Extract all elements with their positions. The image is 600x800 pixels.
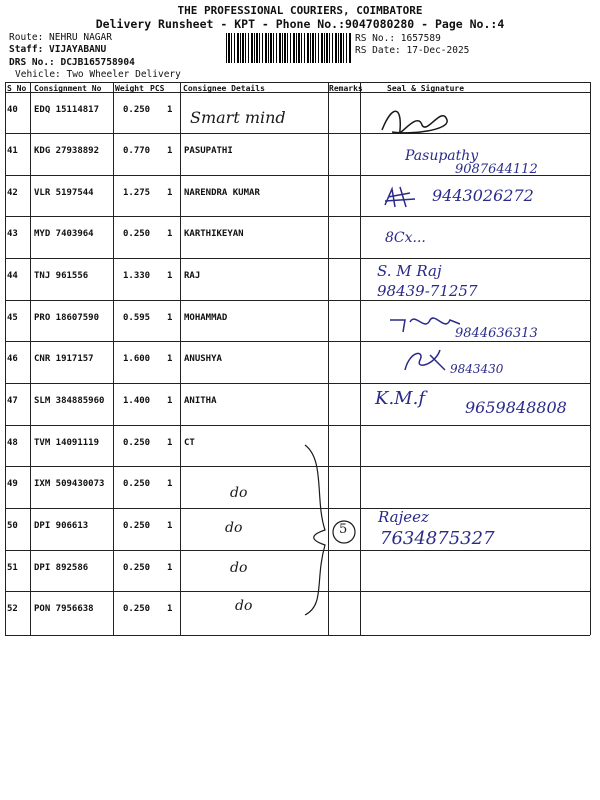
row-sno: 48 xyxy=(7,438,18,448)
col-remarks: Remarks xyxy=(329,84,363,93)
route-text: Route: NEHRU NAGAR xyxy=(9,32,112,43)
row-weight: 0.250 xyxy=(123,438,151,448)
table-row xyxy=(5,550,590,592)
handwritten-phone-45: 9844636313 xyxy=(455,326,538,341)
row-pcs: 1 xyxy=(167,188,173,198)
header-company: THE PROFESSIONAL COURIERS, COIMBATORE xyxy=(177,4,423,17)
row-consignment: CNR 1917157 xyxy=(34,354,94,364)
handwritten-phone-47: 9659848808 xyxy=(465,398,567,417)
row-consignment: MYD 7403964 xyxy=(34,229,94,239)
row-pcs: 1 xyxy=(167,229,173,239)
row-consignment: DPI 892586 xyxy=(34,563,89,573)
handwritten-phone-43: 8Cx... xyxy=(385,230,426,246)
row-consignment: IXM 509430073 xyxy=(34,479,105,489)
row-weight: 0.770 xyxy=(123,146,151,156)
handwritten-phone-46: 9843430 xyxy=(450,362,504,376)
col-sno: S No xyxy=(7,84,27,93)
table-row xyxy=(5,258,590,300)
col-consignment: Consignment No xyxy=(34,84,102,93)
handwritten-phone-41: 9087644112 xyxy=(455,162,538,177)
row-weight: 1.600 xyxy=(123,354,151,364)
row-consignment: EDQ 15114817 xyxy=(34,105,100,115)
row-consignee: MOHAMMAD xyxy=(184,313,228,323)
rs-no-text: RS No.: 1657589 xyxy=(355,33,441,44)
row-consignment: PRO 18607590 xyxy=(34,313,100,323)
row-pcs: 1 xyxy=(167,396,173,406)
signature-40 xyxy=(372,100,452,140)
row-sno: 40 xyxy=(7,105,18,115)
handwritten-signature-41: Pasupathy xyxy=(405,148,479,164)
row-weight: 0.250 xyxy=(123,479,151,489)
row-pcs: 1 xyxy=(167,604,173,614)
row-weight: 0.595 xyxy=(123,313,151,323)
handwritten-phone-44: 98439-71257 xyxy=(377,282,478,300)
row-pcs: 1 xyxy=(167,438,173,448)
table-row xyxy=(5,92,590,134)
row-pcs: 1 xyxy=(167,479,173,489)
row-weight: 1.275 xyxy=(123,188,151,198)
row-sno: 44 xyxy=(7,271,18,281)
row-sno: 42 xyxy=(7,188,18,198)
col-pcs: PCS xyxy=(150,84,165,93)
row-sno: 49 xyxy=(7,479,18,489)
handwritten-name-50: Rajeez xyxy=(378,508,429,526)
col-signature: Seal & Signature xyxy=(387,84,465,93)
row-pcs: 1 xyxy=(167,354,173,364)
ditto-mark-49: do xyxy=(230,485,248,501)
row-pcs: 1 xyxy=(167,105,173,115)
row-pcs: 1 xyxy=(167,271,173,281)
col-consignee: Consignee Details xyxy=(183,84,265,93)
row-weight: 0.250 xyxy=(123,604,151,614)
handwritten-phone-50: 7634875327 xyxy=(380,528,495,549)
vehicle-text: Vehicle: Two Wheeler Delivery xyxy=(15,69,181,80)
header-title-line: Delivery Runsheet - KPT - Phone No.:9047080280 - Page No.:4 xyxy=(95,17,505,31)
bracket-count: 5 xyxy=(339,522,348,537)
row-consignment: KDG 27938892 xyxy=(34,146,100,156)
drs-text: DRS No.: DCJB165758904 xyxy=(9,57,135,68)
row-sno: 50 xyxy=(7,521,18,531)
staff-text: Staff: VIJAYABANU xyxy=(9,44,107,55)
row-consignee: KARTHIKEYAN xyxy=(184,229,244,239)
row-pcs: 1 xyxy=(167,313,173,323)
handwritten-signature-47: K.M.f xyxy=(375,388,425,409)
row-consignee: RAJ xyxy=(184,271,201,281)
row-consignment: PON 7956638 xyxy=(34,604,94,614)
row-consignee: CT xyxy=(184,438,195,448)
table-row xyxy=(5,425,590,467)
rs-date-text: RS Date: 17-Dec-2025 xyxy=(355,45,470,56)
row-weight: 1.330 xyxy=(123,271,151,281)
signature-45 xyxy=(385,312,465,334)
table-row xyxy=(5,216,590,258)
signature-42 xyxy=(380,185,420,213)
table-row xyxy=(5,591,590,633)
handwritten-phone-42: 9443026272 xyxy=(432,186,534,205)
row-sno: 41 xyxy=(7,146,18,156)
row-weight: 0.250 xyxy=(123,105,151,115)
row-weight: 1.400 xyxy=(123,396,151,406)
handwritten-consignee-40: Smart mind xyxy=(190,108,286,127)
ditto-mark-51: do xyxy=(230,560,248,576)
row-sno: 51 xyxy=(7,563,18,573)
row-weight: 0.250 xyxy=(123,229,151,239)
row-pcs: 1 xyxy=(167,146,173,156)
row-sno: 43 xyxy=(7,229,18,239)
row-consignment: TNJ 961556 xyxy=(34,271,89,281)
signature-46 xyxy=(400,345,450,375)
row-sno: 47 xyxy=(7,396,18,406)
row-sno: 46 xyxy=(7,354,18,364)
row-consignment: VLR 5197544 xyxy=(34,188,94,198)
row-consignee: ANUSHYA xyxy=(184,354,222,364)
table-row xyxy=(5,508,590,550)
ditto-mark-50: do xyxy=(225,520,243,536)
barcode xyxy=(226,33,352,63)
handwritten-name-44: S. M Raj xyxy=(377,262,442,280)
row-weight: 0.250 xyxy=(123,563,151,573)
row-consignee: ANITHA xyxy=(184,396,217,406)
row-consignment: SLM 384885960 xyxy=(34,396,105,406)
table-row xyxy=(5,466,590,508)
row-pcs: 1 xyxy=(167,521,173,531)
row-consignment: TVM 14091119 xyxy=(34,438,100,448)
ditto-mark-52: do xyxy=(235,598,253,614)
row-consignee: NARENDRA KUMAR xyxy=(184,188,260,198)
col-weight: Weight xyxy=(115,84,144,93)
row-consignment: DPI 906613 xyxy=(34,521,89,531)
row-pcs: 1 xyxy=(167,563,173,573)
row-sno: 52 xyxy=(7,604,18,614)
row-consignee: PASUPATHI xyxy=(184,146,233,156)
row-sno: 45 xyxy=(7,313,18,323)
row-weight: 0.250 xyxy=(123,521,151,531)
